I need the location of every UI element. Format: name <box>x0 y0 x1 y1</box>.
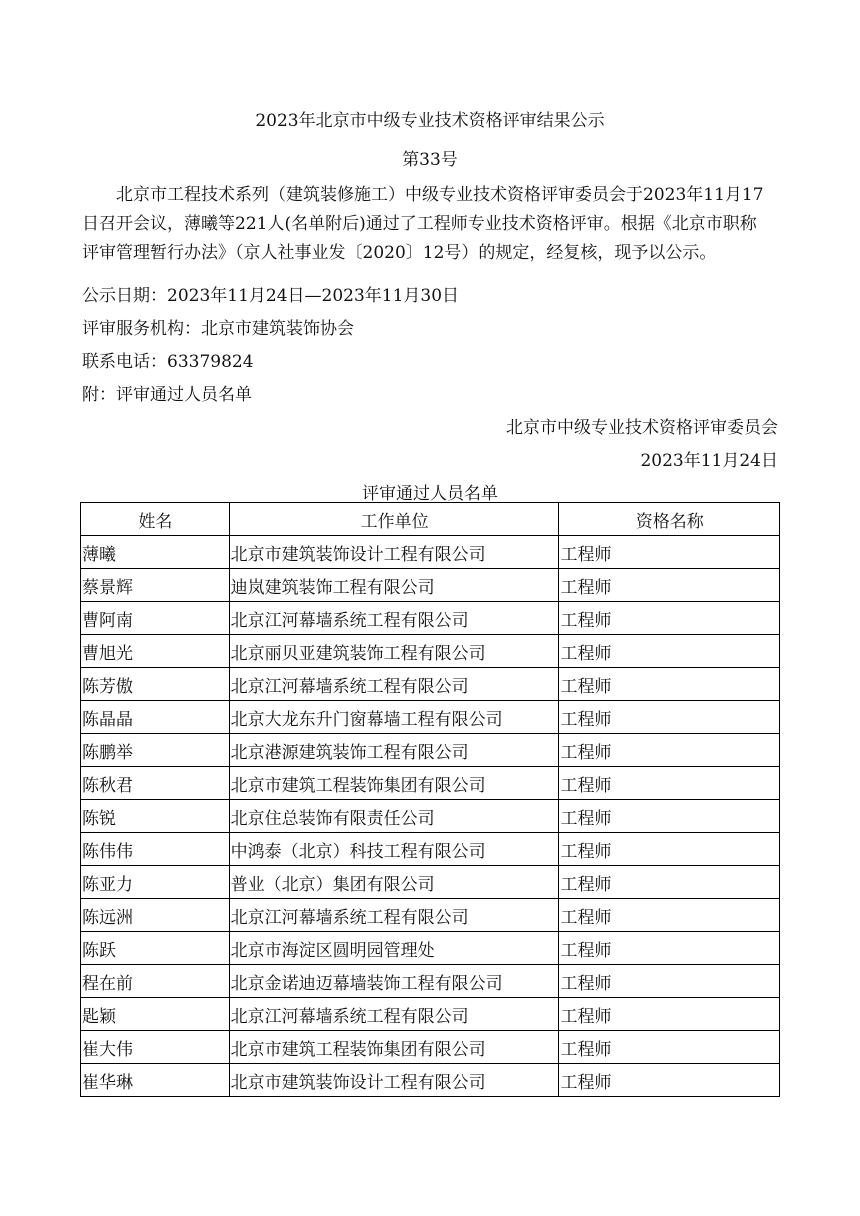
table-row <box>81 800 780 833</box>
header-employer: 工作单位 <box>229 503 559 536</box>
row-qualification-cell: 工程师 <box>559 932 780 965</box>
row-name-cell: 陈晶晶 <box>81 701 230 734</box>
row-employer-cell: 北京市建筑工程装饰集团有限公司 <box>229 1031 559 1064</box>
row-qualification-cell: 工程师 <box>559 833 780 866</box>
row-qualification-cell: 工程师 <box>559 668 780 701</box>
table-row <box>81 1064 780 1097</box>
row-name-cell: 曹旭光 <box>81 635 230 668</box>
signature-date: 2023年11月24日 <box>640 451 778 471</box>
table-row <box>81 536 780 569</box>
row-qualification-cell: 工程师 <box>559 701 780 734</box>
row-qualification-cell: 工程师 <box>559 602 780 635</box>
row-employer-cell: 迪岚建筑装饰工程有限公司 <box>229 569 559 602</box>
table-row <box>81 569 780 602</box>
row-employer-cell: 普业（北京）集团有限公司 <box>229 866 559 899</box>
row-qualification-cell: 工程师 <box>559 1064 780 1097</box>
row-qualification-cell: 工程师 <box>559 965 780 998</box>
row-employer-cell: 中鸿泰（北京）科技工程有限公司 <box>229 833 559 866</box>
approved-list-table <box>80 502 780 1097</box>
row-employer-cell: 北京市建筑工程装饰集团有限公司 <box>229 767 559 800</box>
row-qualification-cell: 工程师 <box>559 998 780 1031</box>
row-employer-cell: 北京市海淀区圆明园管理处 <box>229 932 559 965</box>
table-row <box>81 602 780 635</box>
row-employer-cell: 北京市建筑装饰设计工程有限公司 <box>229 1064 559 1097</box>
row-name-cell: 陈秋君 <box>81 767 230 800</box>
row-qualification-cell: 工程师 <box>559 899 780 932</box>
row-employer-cell: 北京江河幕墙系统工程有限公司 <box>229 998 559 1031</box>
service-organization: 评审服务机构：北京市建筑装饰协会 <box>82 319 354 339</box>
row-employer-cell: 北京丽贝亚建筑装饰工程有限公司 <box>229 635 559 668</box>
row-qualification-cell: 工程师 <box>559 734 780 767</box>
row-qualification-cell: 工程师 <box>559 569 780 602</box>
table-body <box>81 536 780 1097</box>
paragraph-line-3: 评审管理暂行办法》（京人社事业发〔2020〕12号）的规定，经复核，现予以公示。 <box>82 243 717 263</box>
table-row <box>81 899 780 932</box>
row-name-cell: 陈芳傲 <box>81 668 230 701</box>
row-name-cell: 陈伟伟 <box>81 833 230 866</box>
row-qualification-cell: 工程师 <box>559 1031 780 1064</box>
table-row <box>81 668 780 701</box>
row-name-cell: 陈亚力 <box>81 866 230 899</box>
row-employer-cell: 北京港源建筑装饰工程有限公司 <box>229 734 559 767</box>
row-name-cell: 陈跃 <box>81 932 230 965</box>
header-name: 姓名 <box>81 503 230 536</box>
row-employer-cell: 北京市建筑装饰设计工程有限公司 <box>229 536 559 569</box>
table-row <box>81 965 780 998</box>
row-qualification-cell: 工程师 <box>559 866 780 899</box>
row-name-cell: 蔡景辉 <box>81 569 230 602</box>
document-title: 2023年北京市中级专业技术资格评审结果公示 <box>255 111 605 131</box>
row-employer-cell: 北京金诺迪迈幕墙装饰工程有限公司 <box>229 965 559 998</box>
table-row <box>81 833 780 866</box>
table-row <box>81 866 780 899</box>
row-employer-cell: 北京江河幕墙系统工程有限公司 <box>229 602 559 635</box>
committee-signature: 北京市中级专业技术资格评审委员会 <box>506 418 778 438</box>
row-qualification-cell: 工程师 <box>559 767 780 800</box>
paragraph-line-1: 北京市工程技术系列（建筑装修施工）中级专业技术资格评审委员会于2023年11月17 <box>116 185 764 205</box>
row-name-cell: 程在前 <box>81 965 230 998</box>
row-employer-cell: 北京江河幕墙系统工程有限公司 <box>229 668 559 701</box>
table-row <box>81 1031 780 1064</box>
table-row <box>81 635 780 668</box>
row-qualification-cell: 工程师 <box>559 536 780 569</box>
table-row <box>81 734 780 767</box>
row-name-cell: 崔华琳 <box>81 1064 230 1097</box>
announce-date: 公示日期：2023年11月24日—2023年11月30日 <box>82 286 460 306</box>
table-row <box>81 701 780 734</box>
row-name-cell: 陈锐 <box>81 800 230 833</box>
row-employer-cell: 北京住总装饰有限责任公司 <box>229 800 559 833</box>
row-employer-cell: 北京江河幕墙系统工程有限公司 <box>229 899 559 932</box>
row-qualification-cell: 工程师 <box>559 800 780 833</box>
table-header-row <box>81 503 780 536</box>
contact-phone: 联系电话：63379824 <box>82 352 254 372</box>
row-qualification-cell: 工程师 <box>559 635 780 668</box>
row-employer-cell: 北京大龙东升门窗幕墙工程有限公司 <box>229 701 559 734</box>
row-name-cell: 陈鹏举 <box>81 734 230 767</box>
row-name-cell: 匙颖 <box>81 998 230 1031</box>
row-name-cell: 曹阿南 <box>81 602 230 635</box>
attachment-note: 附：评审通过人员名单 <box>82 385 252 405</box>
header-qualification: 资格名称 <box>559 503 780 536</box>
table-row <box>81 932 780 965</box>
table-row <box>81 998 780 1031</box>
document-number: 第33号 <box>402 150 458 170</box>
row-name-cell: 陈远洲 <box>81 899 230 932</box>
row-name-cell: 薄曦 <box>81 536 230 569</box>
table-row <box>81 767 780 800</box>
list-title: 评审通过人员名单 <box>362 484 498 504</box>
paragraph-line-2: 日召开会议，薄曦等221人(名单附后)通过了工程师专业技术资格评审。根据《北京市职称 <box>82 214 757 234</box>
row-name-cell: 崔大伟 <box>81 1031 230 1064</box>
